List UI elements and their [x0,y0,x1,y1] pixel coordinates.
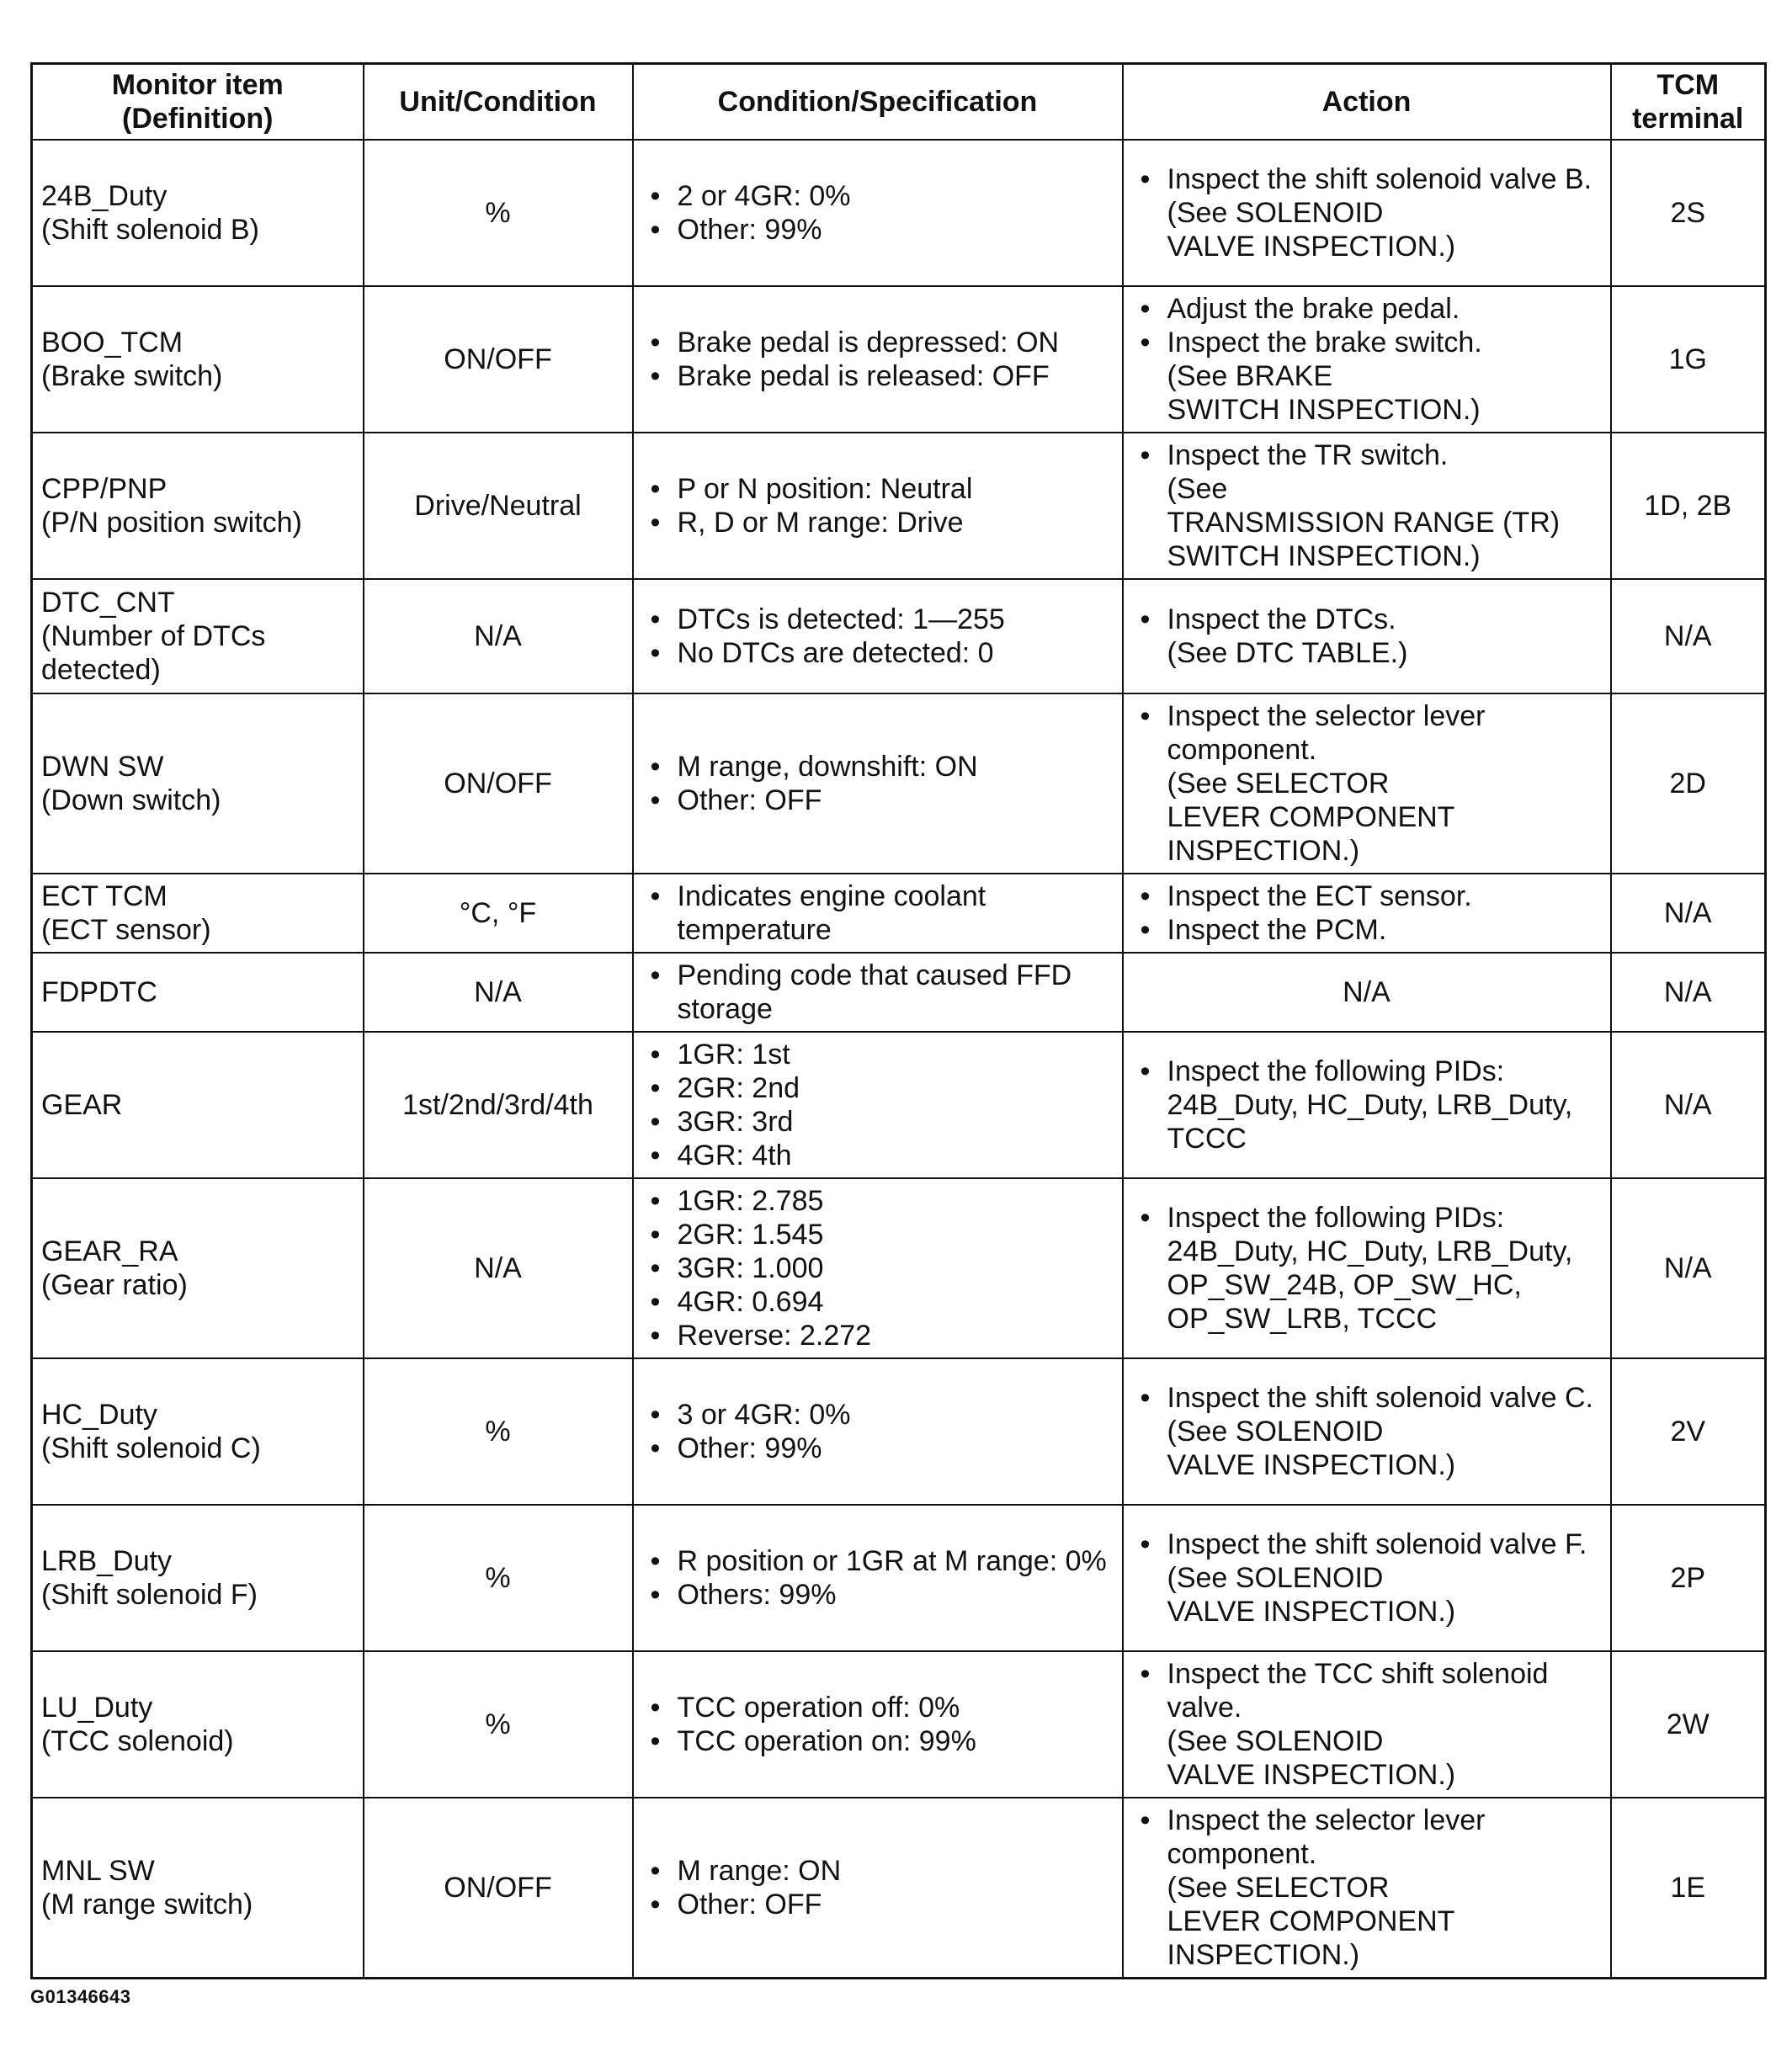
condition-specification-cell [633,286,1123,433]
monitor-item-name: HC_Duty [41,1399,157,1431]
table-row [32,693,1766,874]
action-list [1132,292,1602,427]
specification-item: • 1GR: 2.785 [642,1184,1114,1218]
specification-list [642,1691,1114,1758]
header-action: Action [1123,64,1611,141]
action-list [1132,699,1602,868]
unit-condition-cell: ON/OFF [364,1798,633,1978]
monitor-item-name: DWN SW [41,751,164,783]
action-item [1132,1657,1602,1724]
specification-item: • DTCs is detected: 1—255 [642,603,1114,636]
specification-list [642,179,1114,247]
monitor-item-definition: (ECT sensor) [41,914,211,946]
action-cell [1123,433,1611,579]
unit-condition-cell: ON/OFF [364,693,633,874]
specification-list [642,1854,1114,1921]
action-text: Inspect the following PIDs: 24B_Duty, HC_Duty, LRB_Duty, OP_SW_24B, OP_SW_HC, OP_SW_LRB, TCCC [1167,1202,1573,1335]
action-list [1132,162,1602,263]
specification-list [642,472,1114,539]
action-item [1132,1055,1602,1156]
action-item [1132,162,1602,196]
tcm-terminal-cell: 1G [1611,286,1766,433]
action-list [1132,1804,1602,1972]
monitor-item-name: LRB_Duty [41,1545,172,1577]
unit-condition-cell: % [364,1505,633,1651]
specification-list [642,750,1114,817]
table-row [32,1178,1766,1358]
action-reference-line: (See BRAKE [1167,360,1333,392]
monitor-item-cell [32,140,364,286]
monitor-item-cell [32,433,364,579]
action-cell [1123,693,1611,874]
condition-specification-cell [633,874,1123,953]
action-cell [1123,286,1611,433]
action-reference-line: (See SOLENOID [1167,1416,1384,1448]
figure-id: G01346643 [30,1986,131,2007]
specification-item: • 4GR: 4th [642,1139,1114,1172]
table-row [32,286,1766,433]
monitor-item-definition: (TCC solenoid) [41,1725,234,1757]
action-text: Inspect the PCM. [1167,914,1387,946]
specification-item: • R position or 1GR at M range: 0% [642,1544,1114,1578]
tcm-terminal-cell: N/A [1611,953,1766,1032]
specification-item: • 3GR: 1.000 [642,1251,1114,1285]
condition-specification-cell [633,140,1123,286]
unit-condition-cell: ON/OFF [364,286,633,433]
monitor-item-cell [32,286,364,433]
specification-list [642,1184,1114,1352]
tcm-terminal-cell: 1D, 2B [1611,433,1766,579]
action-text: Inspect the shift solenoid valve C. [1167,1382,1593,1414]
action-reference-line: INSPECTION.) [1167,835,1360,867]
monitor-item-cell [32,874,364,953]
table-row [32,579,1766,693]
specification-item: • 4GR: 0.694 [642,1285,1114,1319]
specification-item: • Indicates engine coolant temperature [642,879,1114,947]
specification-item: • Other: OFF [642,1888,1114,1921]
table-row [32,140,1766,286]
condition-specification-cell [633,1178,1123,1358]
action-item [1132,292,1602,326]
condition-specification-cell [633,1651,1123,1798]
action-cell [1123,1358,1611,1505]
specification-item: • TCC operation on: 99% [642,1724,1114,1758]
action-list [1132,603,1602,670]
action-text: Inspect the shift solenoid valve B. [1167,163,1593,195]
table-header [32,64,1766,141]
specification-item: • TCC operation off: 0% [642,1691,1114,1724]
table-row [32,1798,1766,1978]
action-cell [1123,1032,1611,1178]
monitor-item-name: DTC_CNT [41,587,175,619]
specification-list [642,1398,1114,1465]
action-cell [1123,140,1611,286]
action-reference-line: SWITCH INSPECTION.) [1167,540,1481,572]
unit-condition-cell: N/A [364,1178,633,1358]
action-reference-line: (See DTC TABLE.) [1167,637,1408,669]
monitor-item-name: FDPDTC [41,976,157,1008]
action-text: Inspect the selector lever component. [1167,1804,1486,1870]
monitor-item-definition: (P/N position switch) [41,507,302,539]
specification-item: • M range: ON [642,1854,1114,1888]
action-item [1132,1527,1602,1561]
specification-item: • Other: 99% [642,1432,1114,1465]
monitor-item-name: BOO_TCM [41,327,183,359]
specification-item: • No DTCs are detected: 0 [642,636,1114,670]
action-reference-line: VALVE INSPECTION.) [1167,231,1456,263]
action-cell [1123,874,1611,953]
action-cell: N/A [1123,953,1611,1032]
action-reference-line: (See SOLENOID [1167,1562,1384,1594]
table-row [32,433,1766,579]
action-text: Inspect the selector lever component. [1167,700,1486,766]
specification-item: • Pending code that caused FFD storage [642,959,1114,1026]
monitor-item-definition: (Down switch) [41,784,221,816]
action-text: Inspect the shift solenoid valve F. [1167,1528,1587,1560]
specification-item: • Brake pedal is depressed: ON [642,326,1114,359]
condition-specification-cell [633,1505,1123,1651]
monitor-item-cell [32,579,364,693]
unit-condition-cell: % [364,1651,633,1798]
table-row [32,1358,1766,1505]
action-item [1132,438,1602,472]
action-text: Inspect the following PIDs: 24B_Duty, HC_Duty, LRB_Duty, TCCC [1167,1055,1573,1155]
monitor-item-cell [32,1358,364,1505]
specification-item: • Other: OFF [642,784,1114,817]
monitor-item-definition: (Shift solenoid F) [41,1579,258,1611]
specification-item: • R, D or M range: Drive [642,506,1114,539]
action-reference-line: LEVER COMPONENT [1167,801,1455,833]
tcm-terminal-cell: 2S [1611,140,1766,286]
action-list [1132,1201,1602,1336]
table-body [32,140,1766,1978]
action-text: Inspect the TCC shift solenoid valve. [1167,1658,1549,1724]
monitor-item-name: 24B_Duty [41,180,168,212]
unit-condition-cell: % [364,1358,633,1505]
action-item [1132,326,1602,359]
action-list [1132,1527,1602,1628]
tcm-terminal-cell: 2W [1611,1651,1766,1798]
monitor-item-name: LU_Duty [41,1692,153,1724]
action-list [1132,438,1602,573]
monitor-item-definition: (Shift solenoid B) [41,214,259,246]
tcm-terminal-cell: N/A [1611,1032,1766,1178]
monitor-item-cell [32,1505,364,1651]
monitor-item-name: GEAR_RA [41,1235,178,1267]
specification-item: • 3GR: 3rd [642,1105,1114,1139]
action-reference-line: (See SOLENOID [1167,1725,1384,1757]
specification-item: • 2GR: 1.545 [642,1218,1114,1251]
table-row [32,1651,1766,1798]
action-reference-line: TRANSMISSION RANGE (TR) [1167,507,1561,539]
unit-condition-cell: N/A [364,579,633,693]
specification-list [642,326,1114,393]
monitor-item-definition: (Brake switch) [41,360,223,392]
unit-condition-cell: Drive/Neutral [364,433,633,579]
header-monitor-item: Monitor item (Definition) [32,64,364,141]
action-text: Inspect the DTCs. [1167,603,1396,635]
specification-list [642,879,1114,947]
action-reference-line: VALVE INSPECTION.) [1167,1596,1456,1628]
tcm-terminal-cell: 2P [1611,1505,1766,1651]
header-unit-condition: Unit/Condition [364,64,633,141]
action-list [1132,1657,1602,1792]
monitor-item-name: CPP/PNP [41,473,168,505]
monitor-item-table [30,62,1767,1979]
specification-item: • 2 or 4GR: 0% [642,179,1114,213]
header-tcm-terminal: TCM terminal [1611,64,1766,141]
action-text: Inspect the TR switch. [1167,439,1449,471]
specification-item: • P or N position: Neutral [642,472,1114,506]
action-cell [1123,1798,1611,1978]
monitor-item-cell [32,693,364,874]
monitor-item-name: GEAR [41,1089,123,1121]
action-reference-line: INSPECTION.) [1167,1938,1360,1971]
specification-item: • 1GR: 1st [642,1038,1114,1071]
condition-specification-cell [633,579,1123,693]
unit-condition-cell: 1st/2nd/3rd/4th [364,1032,633,1178]
monitor-item-cell [32,1798,364,1978]
table-row [32,953,1766,1032]
action-reference-line: (See SOLENOID [1167,197,1384,229]
specification-list [642,959,1114,1026]
table-row [32,874,1766,953]
tcm-terminal-cell: N/A [1611,874,1766,953]
action-reference-line: SWITCH INSPECTION.) [1167,394,1481,426]
action-text: Adjust the brake pedal. [1167,293,1460,325]
action-reference-line: LEVER COMPONENT [1167,1905,1455,1937]
monitor-item-name: ECT TCM [41,880,168,912]
condition-specification-cell [633,1032,1123,1178]
action-reference-line: VALVE INSPECTION.) [1167,1449,1456,1481]
monitor-item-cell [32,953,364,1032]
tcm-terminal-cell: N/A [1611,579,1766,693]
header-condition-specification: Condition/Specification [633,64,1123,141]
action-cell [1123,1651,1611,1798]
condition-specification-cell [633,953,1123,1032]
tcm-terminal-cell: N/A [1611,1178,1766,1358]
monitor-item-definition: (M range switch) [41,1888,253,1921]
action-list [1132,1055,1602,1156]
action-text: Inspect the ECT sensor. [1167,880,1472,912]
monitor-item-cell [32,1178,364,1358]
action-reference-line: VALVE INSPECTION.) [1167,1759,1456,1791]
action-item [1132,699,1602,767]
tcm-terminal-cell: 2V [1611,1358,1766,1505]
tcm-terminal-cell: 2D [1611,693,1766,874]
monitor-item-cell [32,1651,364,1798]
specification-item: • 3 or 4GR: 0% [642,1398,1114,1432]
unit-condition-cell: % [364,140,633,286]
header-row [32,64,1766,141]
action-item [1132,913,1602,947]
action-text: Inspect the brake switch. [1167,327,1482,359]
unit-condition-cell: °C, °F [364,874,633,953]
specification-item: • Others: 99% [642,1578,1114,1612]
action-item [1132,1201,1602,1336]
condition-specification-cell [633,693,1123,874]
action-reference-line: (See SELECTOR [1167,1871,1390,1904]
table-row [32,1032,1766,1178]
action-cell [1123,1505,1611,1651]
specification-list [642,603,1114,670]
specification-item: • 2GR: 2nd [642,1071,1114,1105]
condition-specification-cell [633,1358,1123,1505]
action-list [1132,1381,1602,1482]
specification-list [642,1038,1114,1172]
monitor-item-definition: (Gear ratio) [41,1269,188,1301]
monitor-item-definition: (Number of DTCs detected) [41,620,266,686]
specification-item: • Brake pedal is released: OFF [642,359,1114,393]
specification-item: • M range, downshift: ON [642,750,1114,784]
specification-list [642,1544,1114,1612]
condition-specification-cell [633,1798,1123,1978]
action-reference-line: (See SELECTOR [1167,768,1390,800]
specification-item: • Reverse: 2.272 [642,1319,1114,1352]
action-cell [1123,579,1611,693]
monitor-item-name: MNL SW [41,1854,155,1887]
condition-specification-cell [633,433,1123,579]
tcm-terminal-cell: 1E [1611,1798,1766,1978]
monitor-item-definition: (Shift solenoid C) [41,1432,261,1464]
action-item [1132,1804,1602,1871]
action-item [1132,879,1602,913]
monitor-item-cell [32,1032,364,1178]
action-item [1132,1381,1602,1415]
action-cell [1123,1178,1611,1358]
action-item [1132,603,1602,636]
action-list [1132,879,1602,947]
table-row [32,1505,1766,1651]
specification-item: • Other: 99% [642,213,1114,247]
action-reference-line: (See [1167,473,1228,505]
unit-condition-cell: N/A [364,953,633,1032]
